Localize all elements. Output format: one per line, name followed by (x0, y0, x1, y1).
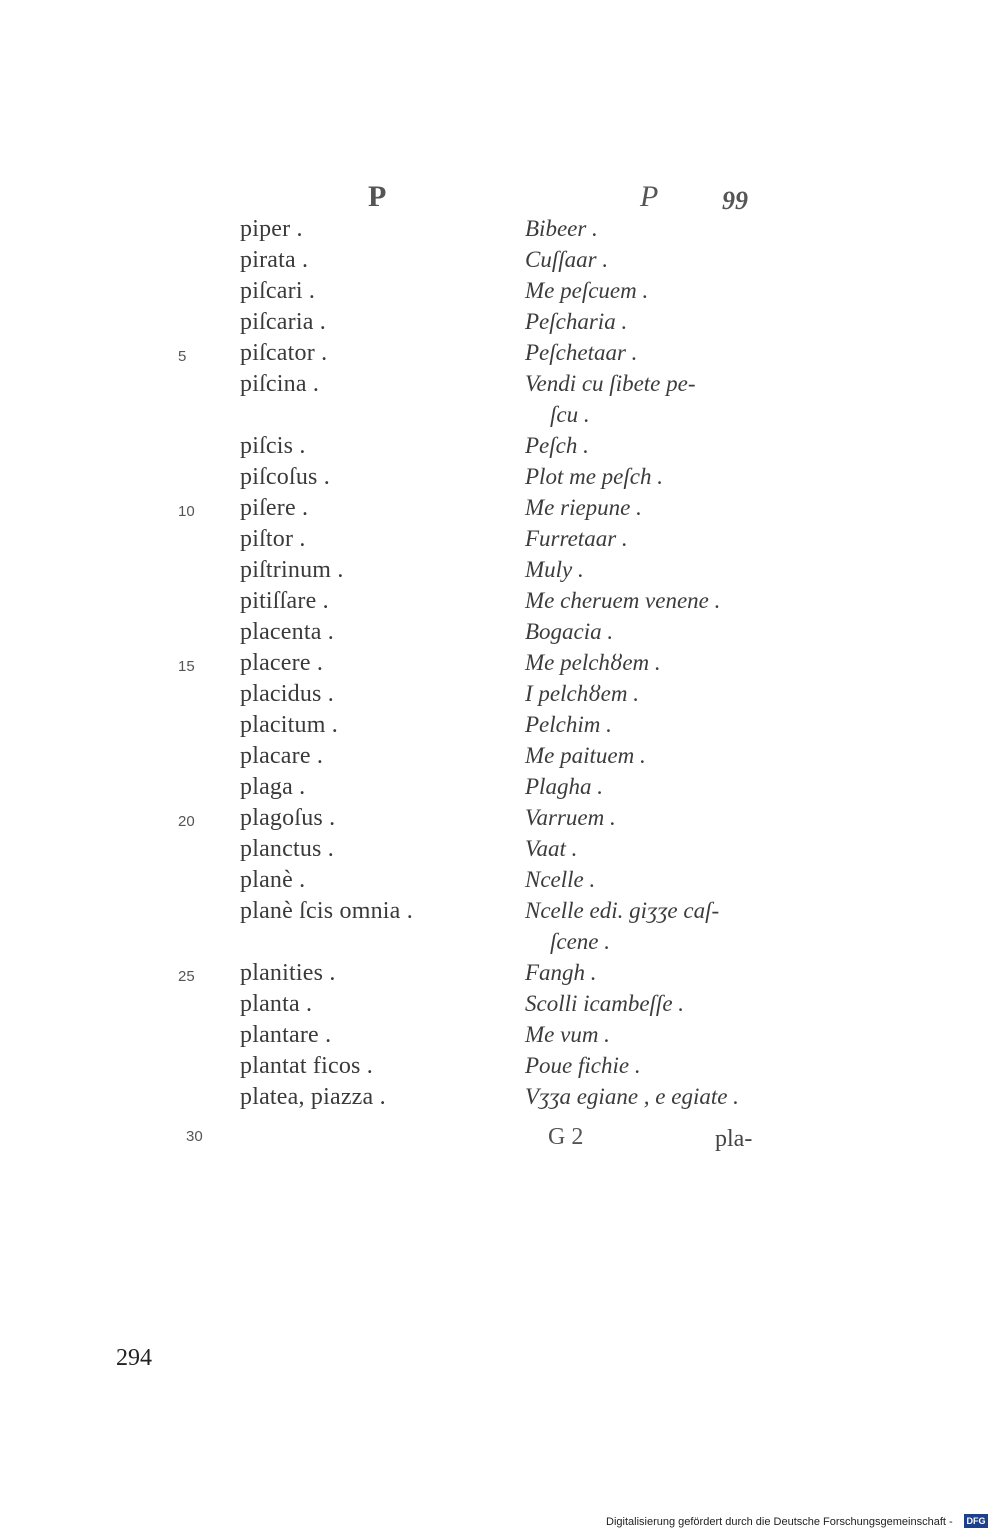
latin-headword: placare . (240, 743, 324, 769)
entry-row (0, 464, 1000, 495)
latin-headword: planè . (240, 867, 306, 893)
entry-row (0, 371, 1000, 427)
albanian-translation: Me cheruem venene . (525, 588, 721, 613)
albanian-translation: Bogacia . (525, 619, 614, 644)
entry-row (0, 681, 1000, 712)
line-number: 5 (178, 348, 187, 365)
albanian-translation: Vʒʒa egiane , e egiate . (525, 1084, 739, 1109)
line-number: 30 (186, 1128, 203, 1145)
page-number: 294 (116, 1345, 152, 1371)
albanian-translation: Me peſcuem . (525, 278, 649, 303)
line-number: 20 (178, 813, 195, 830)
latin-headword: placere . (240, 650, 324, 676)
latin-headword: piſere . (240, 495, 309, 521)
albanian-translation: Vendi cu ſibete pe- (525, 371, 696, 396)
line-number: 10 (178, 503, 195, 520)
entry-row (0, 805, 1000, 836)
entry-row (0, 495, 1000, 526)
latin-headword: piſtrinum . (240, 557, 344, 583)
line-number: 15 (178, 658, 195, 675)
running-head-left-letter: P (368, 180, 387, 213)
albanian-translation: Bibeer . (525, 216, 598, 241)
dfg-logo: DFG (964, 1514, 988, 1528)
albanian-translation: Plagha . (525, 774, 603, 799)
latin-headword: placitum . (240, 712, 338, 738)
albanian-translation: Me paituem . (525, 743, 646, 768)
latin-headword: plaga . (240, 774, 306, 800)
albanian-translation: Muly . (525, 557, 584, 582)
entry-row (0, 1053, 1000, 1084)
latin-headword: piper . (240, 216, 303, 242)
entry-row (0, 557, 1000, 588)
latin-headword: piſcina . (240, 371, 320, 397)
entry-row (0, 526, 1000, 557)
latin-headword: planities . (240, 960, 336, 986)
latin-headword: piſcaria . (240, 309, 326, 335)
albanian-translation: Peſch . (525, 433, 589, 458)
signature-mark: G 2 (548, 1124, 584, 1150)
entry-row (0, 867, 1000, 898)
entry-row (0, 216, 1000, 247)
entry-row (0, 650, 1000, 681)
entry-row (0, 960, 1000, 991)
entry-row (0, 743, 1000, 774)
latin-headword: plagoſus . (240, 805, 336, 831)
entry-row (0, 836, 1000, 867)
entry-row (0, 898, 1000, 954)
entry-row (0, 712, 1000, 743)
latin-headword: piſcis . (240, 433, 306, 459)
entry-row (0, 1084, 1000, 1115)
albanian-translation-continued: ſcene . (550, 929, 611, 954)
latin-headword: pitiſſare . (240, 588, 329, 614)
footer-line (0, 1124, 1000, 1164)
albanian-translation: Plot me peſch . (525, 464, 663, 489)
latin-headword: plantat ficos . (240, 1053, 373, 1079)
entry-row (0, 278, 1000, 309)
latin-headword: planctus . (240, 836, 334, 862)
albanian-translation: Scolli icambeſſe . (525, 991, 685, 1016)
digitization-credit: Digitalisierung gefördert durch die Deutsche Forschungsgemeinschaft - (606, 1516, 953, 1528)
entry-row (0, 309, 1000, 340)
albanian-translation: Varruem . (525, 805, 616, 830)
folio-number: 99 (722, 186, 748, 215)
albanian-translation: Me riepune . (525, 495, 642, 520)
entry-row (0, 433, 1000, 464)
latin-headword: piſcator . (240, 340, 328, 366)
latin-headword: placidus . (240, 681, 334, 707)
latin-headword: plantare . (240, 1022, 332, 1048)
albanian-translation: Furretaar . (525, 526, 628, 551)
albanian-translation: Me vum . (525, 1022, 610, 1047)
latin-headword: planta . (240, 991, 313, 1017)
entry-row (0, 340, 1000, 371)
latin-headword: pirata . (240, 247, 309, 273)
albanian-translation: Ncelle . (525, 867, 596, 892)
entry-row (0, 991, 1000, 1022)
latin-headword: piſcoſus . (240, 464, 330, 490)
entry-row (0, 588, 1000, 619)
latin-headword: platea, piazza . (240, 1084, 386, 1110)
albanian-translation: Fangh . (525, 960, 597, 985)
albanian-translation: Poue fichie . (525, 1053, 641, 1078)
entry-row (0, 247, 1000, 278)
albanian-translation: Pelchim . (525, 712, 612, 737)
entry-row (0, 1022, 1000, 1053)
latin-headword: piſcari . (240, 278, 316, 304)
albanian-translation: Vaat . (525, 836, 578, 861)
latin-headword: placenta . (240, 619, 334, 645)
albanian-translation: Me pelchȣem . (525, 650, 661, 675)
albanian-translation: Cuſſaar . (525, 247, 609, 272)
entry-row (0, 619, 1000, 650)
latin-headword: planè ſcis omnia . (240, 898, 413, 924)
line-number: 25 (178, 968, 195, 985)
entry-row (0, 774, 1000, 805)
albanian-translation: Peſchetaar . (525, 340, 638, 365)
latin-headword: piſtor . (240, 526, 306, 552)
albanian-translation: I pelchȣem . (525, 681, 639, 706)
running-head-right-letter: P (640, 180, 659, 213)
albanian-translation: Peſcharia . (525, 309, 628, 334)
catchword: pla- (715, 1126, 753, 1152)
albanian-translation: Ncelle edi. giʒʒe caſ- (525, 898, 720, 923)
albanian-translation-continued: ſcu . (550, 402, 590, 427)
